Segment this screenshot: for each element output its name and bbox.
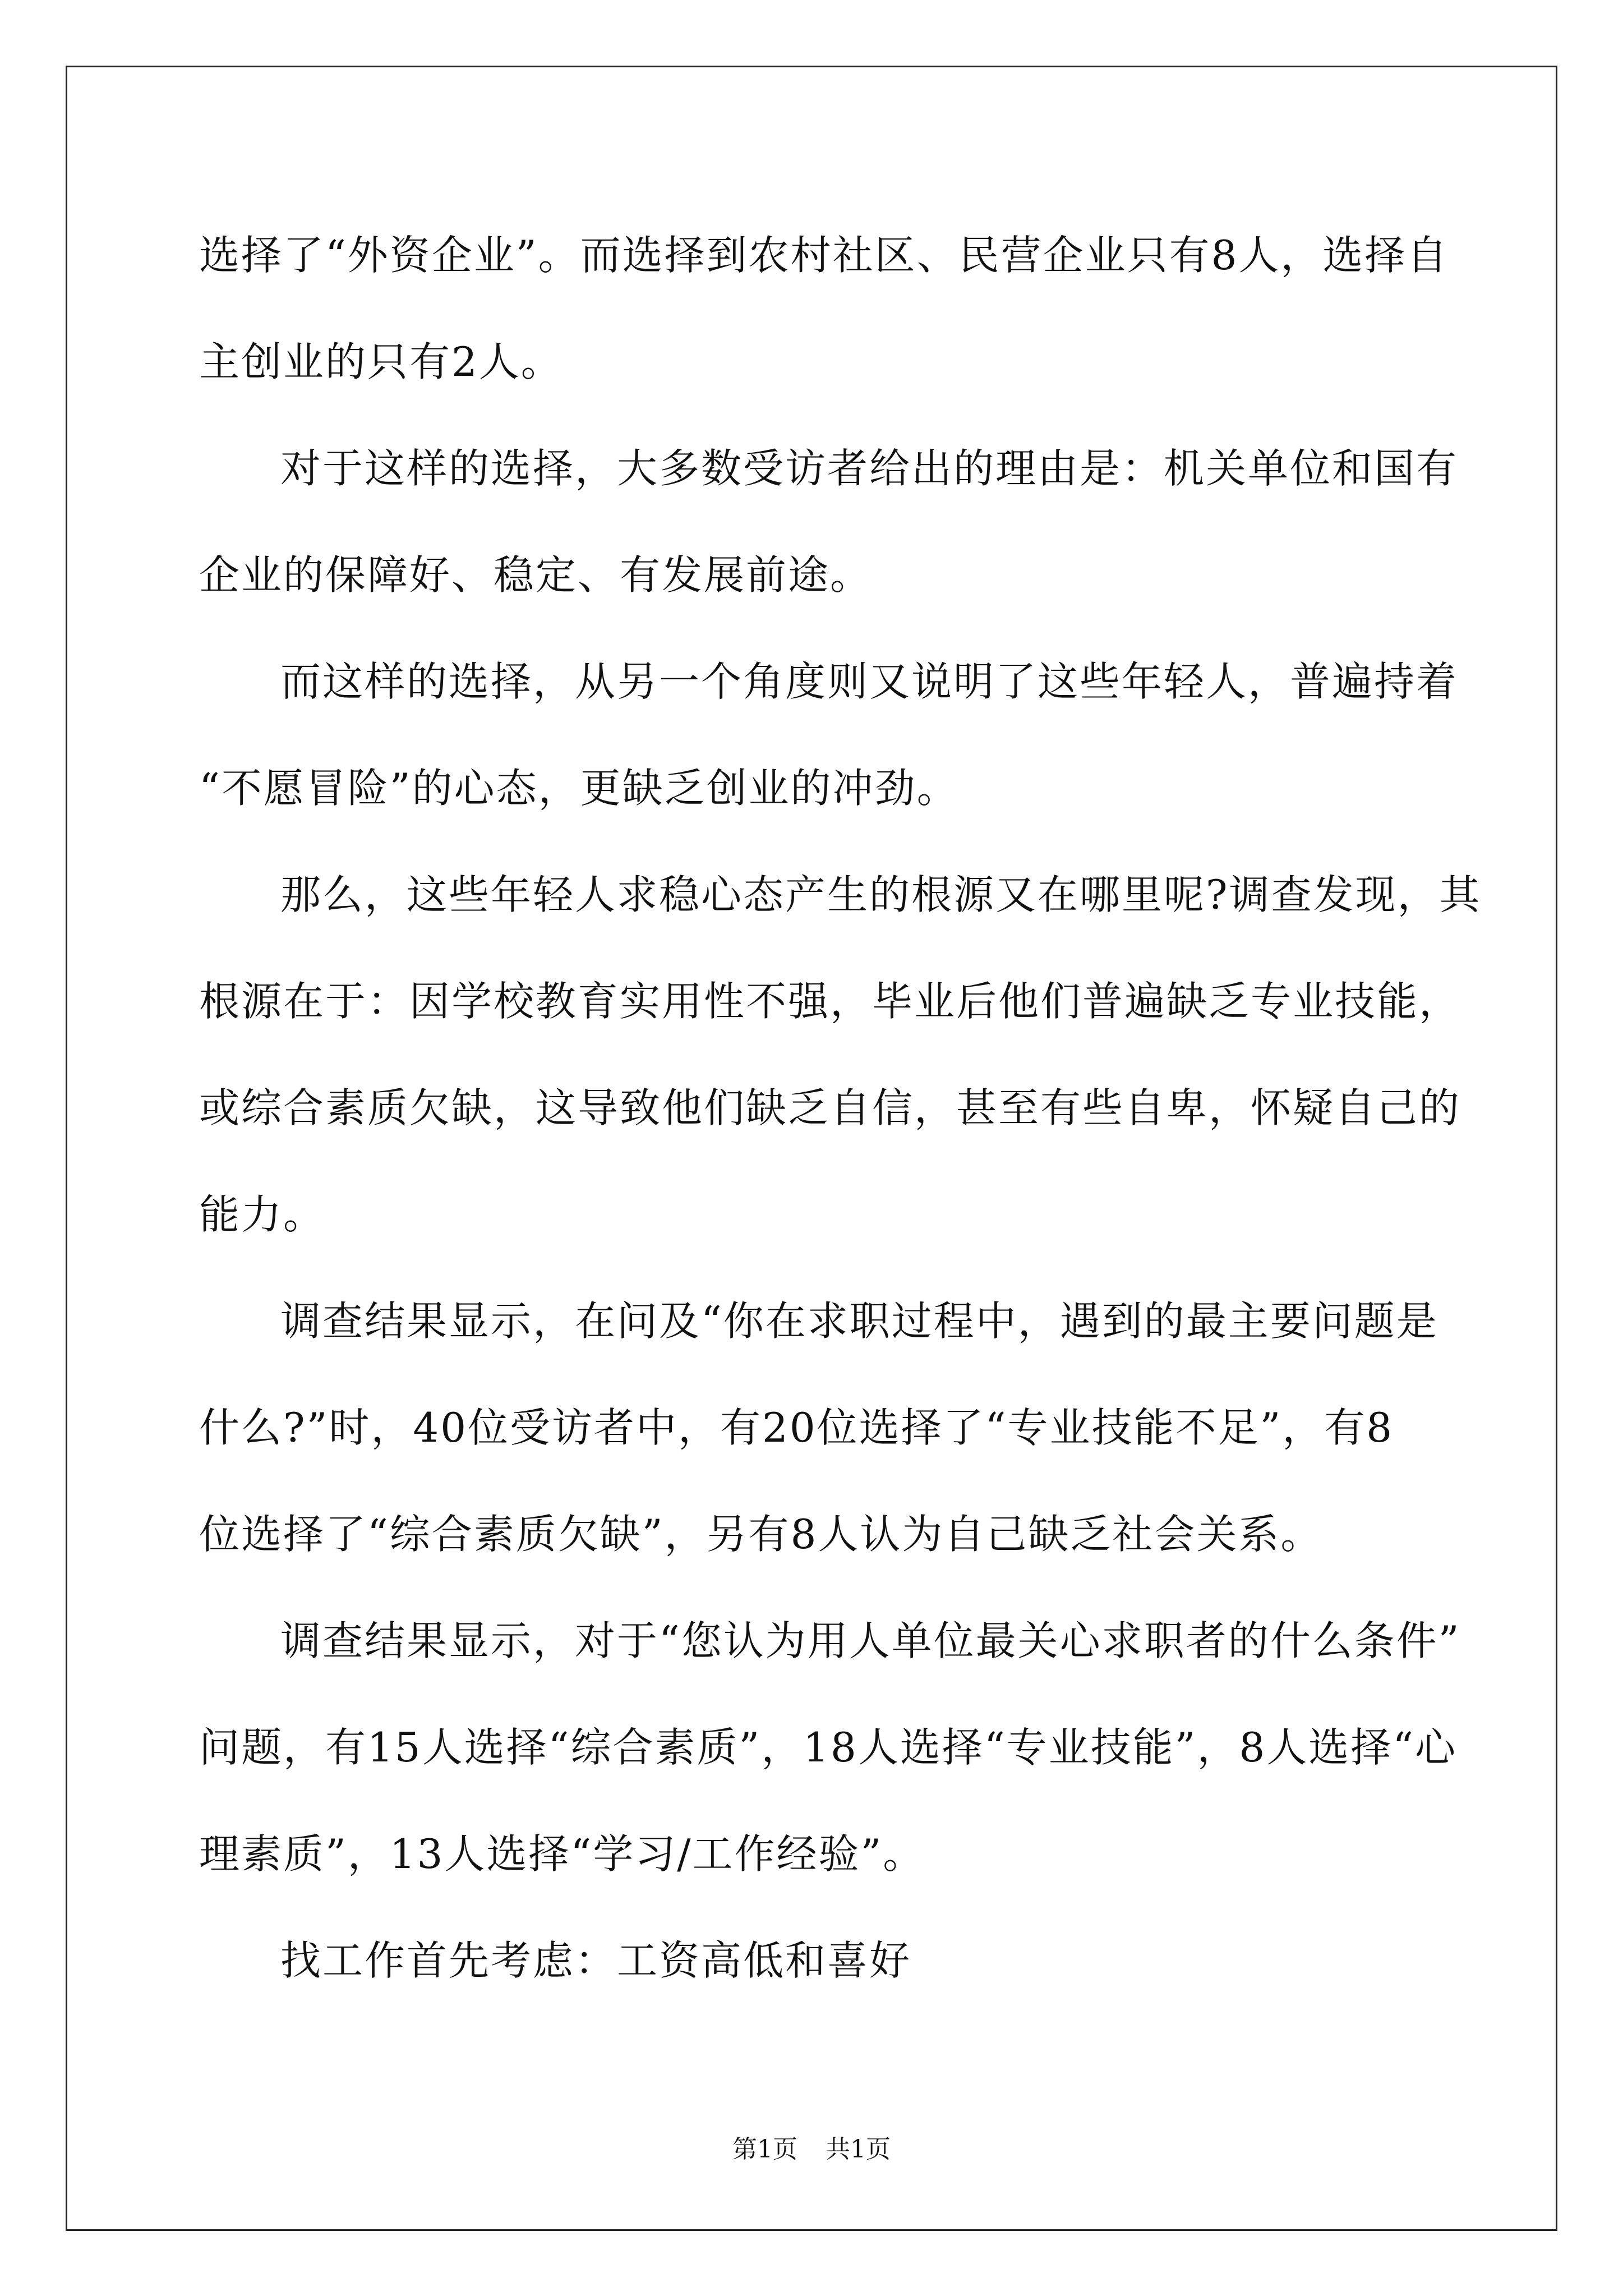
page-number: 第1页 — [732, 2135, 797, 2164]
text-line: 企业的保障好、稳定、有发展前途。 — [199, 551, 873, 599]
page-footer — [0, 2129, 1623, 2165]
text-line: 根源在于：因学校教育实用性不强，毕业后他们普遍缺乏专业技能， — [199, 978, 1461, 1025]
text-line: 或综合素质欠缺，这导致他们缺乏自信，甚至有些自卑，怀疑自己的 — [199, 1084, 1461, 1131]
document-body — [199, 202, 1482, 2014]
text-line: 问题，有15人选择“综合素质”，18人选择“专业技能”，8人选择“心 — [199, 1724, 1458, 1771]
page-total: 共1页 — [826, 2135, 891, 2164]
text-line: 主创业的只有2人。 — [199, 338, 563, 385]
text-line: 那么，这些年轻人求稳心态产生的根源又在哪里呢?调查发现，其 — [280, 871, 1482, 918]
text-line: 什么?”时，40位受访者中，有20位选择了“专业技能不足”，有8 — [199, 1404, 1394, 1451]
text-line: 理素质”，13人选择“学习/工作经验”。 — [199, 1830, 925, 1878]
text-line: 调查结果显示，对于“您认为用人单位最关心求职者的什么条件” — [280, 1617, 1461, 1664]
text-line: 调查结果显示，在问及“你在求职过程中，遇到的最主要问题是 — [280, 1297, 1438, 1345]
text-line: 能力。 — [199, 1191, 326, 1238]
text-line: 位选择了“综合素质欠缺”，另有8人认为自己缺乏社会关系。 — [199, 1511, 1323, 1558]
text-line: 找工作首先考虑：工资高低和喜好 — [280, 1937, 912, 1984]
text-line: 选择了“外资企业”。而选择到农村社区、民营企业只有8人，选择自 — [199, 232, 1449, 279]
text-line: 对于这样的选择，大多数受访者给出的理由是：机关单位和国有 — [280, 445, 1459, 492]
text-line: “不愿冒险”的心态，更缺乏创业的冲劲。 — [199, 765, 959, 812]
text-line: 而这样的选择，从另一个角度则又说明了这些年轻人，普遍持着 — [280, 658, 1459, 705]
